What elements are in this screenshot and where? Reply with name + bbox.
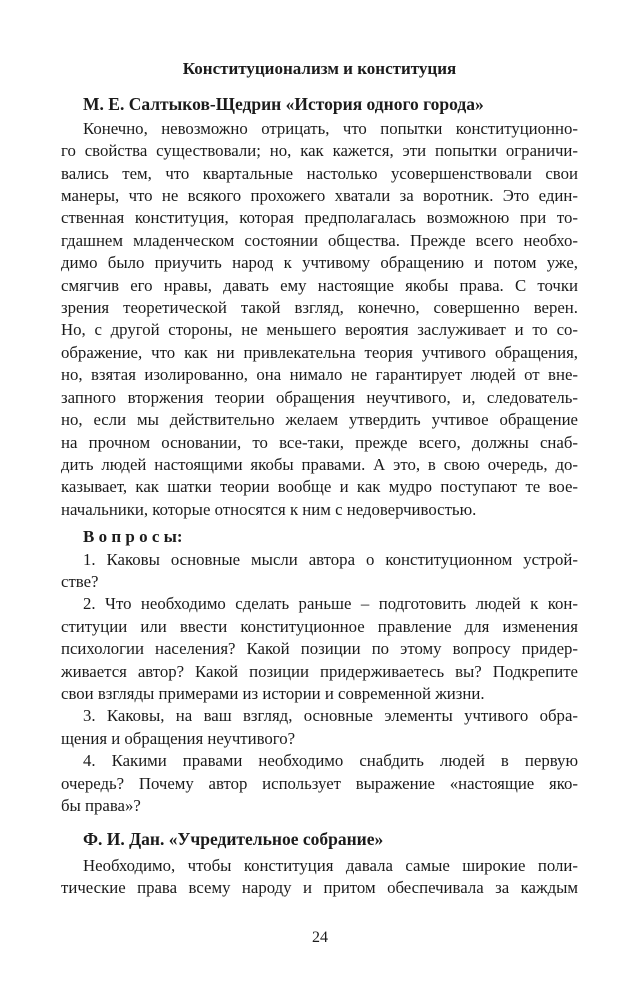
text-line: Необходимо, чтобы конституция давала самые широкие поли- — [83, 855, 578, 875]
text-line: но, если мы действительно желаем утвердить учтивое обращение — [61, 410, 578, 430]
text-line: го свойства существовали; но, как кажется, эти попытки ограничи- — [61, 141, 578, 161]
text-line: Но, с другой стороны, не меньшего вероятия заслуживает и то со- — [61, 320, 578, 340]
text-line: очередь? Почему автор использует выражение «настоящие яко- — [61, 773, 578, 793]
text-line: 4. Какими правами необходимо снабдить людей в первую — [83, 751, 578, 771]
text-line: 2. Что необходимо сделать раньше – подготовить людей к кон- — [83, 594, 578, 614]
text-line: гдашнем младенческом состоянии общества. Прежде всего необхо- — [61, 230, 578, 250]
section-heading-saltykov-shchedrin: М. Е. Салтыков-Щедрин «История одного города» — [83, 94, 484, 115]
text-line: казывает, как шатки теории вообще и как мудро поступают те вое- — [61, 477, 578, 497]
text-line: 3. Каковы, на ваш взгляд, основные элементы учтивого обра- — [83, 706, 578, 726]
question-2 — [61, 593, 578, 705]
text-line: бы права»? — [61, 796, 141, 815]
paragraph-dan-text — [61, 855, 578, 900]
text-line: щения и обращения неучтивого? — [61, 728, 296, 748]
text-line: смягчив его нравы, давать ему настоящие якобы права. С точки — [61, 275, 578, 295]
text-line: но, взятая изолированно, она нимало не гарантирует людей от вне- — [61, 365, 578, 385]
text-line: зрения теоретической такой взгляд, конечно, совершенно верен. — [61, 298, 578, 318]
chapter-title: Конституционализм и конституция — [182, 59, 457, 78]
text-line: начальники, которые относятся к ним с недоверчивостью. — [61, 499, 477, 519]
text-line: ображение, что как ни привлекательна теория учтивого обращения, — [61, 342, 578, 362]
text-line: живается автор? Какой позиции придерживаетесь вы? Подкрепите — [61, 661, 578, 681]
paragraph-saltykov-text — [61, 118, 578, 521]
questions-label: В о п р о с ы: — [83, 527, 183, 547]
text-line: стве? — [61, 571, 99, 591]
text-line: психологии населения? Какой позиции по этому вопросу придер- — [61, 639, 578, 659]
text-line: на прочном основании, то все-таки, прежде всего, должны снаб- — [61, 432, 578, 452]
text-line: тические права всему народу и притом обеспечивала за каждым — [61, 878, 578, 898]
text-line: свои взгляды примерами из истории и современной жизни. — [61, 683, 485, 703]
text-line: дить людей настоящими якобы правами. А это, в свою очередь, до- — [61, 454, 578, 474]
question-1 — [61, 549, 578, 594]
question-4 — [61, 750, 578, 817]
text-line: Конечно, невозможно отрицать, что попытки конституционно- — [83, 118, 578, 138]
page-number: 24 — [312, 929, 328, 946]
text-line: запного вторжения теории обращения неучтивого, и, следователь- — [61, 387, 578, 407]
text-line: манеры, что не всякого прохожего хватали за воротник. Это един- — [61, 186, 578, 206]
section-heading-dan: Ф. И. Дан. «Учредительное собрание» — [83, 829, 384, 850]
question-3 — [61, 705, 578, 750]
book-page — [61, 58, 578, 900]
text-line: вались тем, что квартальные настолько усовершенствовали свои — [61, 163, 578, 183]
text-line: 1. Каковы основные мысли автора о конституционном устрой- — [83, 549, 578, 569]
text-line: ституции или ввести конституционное правление для изменения — [61, 616, 578, 636]
text-line: ственная конституция, которая предполагалась возможною при то- — [61, 208, 578, 228]
text-line: димо было приучить народ к учтивому обращению и потом уже, — [61, 253, 578, 273]
